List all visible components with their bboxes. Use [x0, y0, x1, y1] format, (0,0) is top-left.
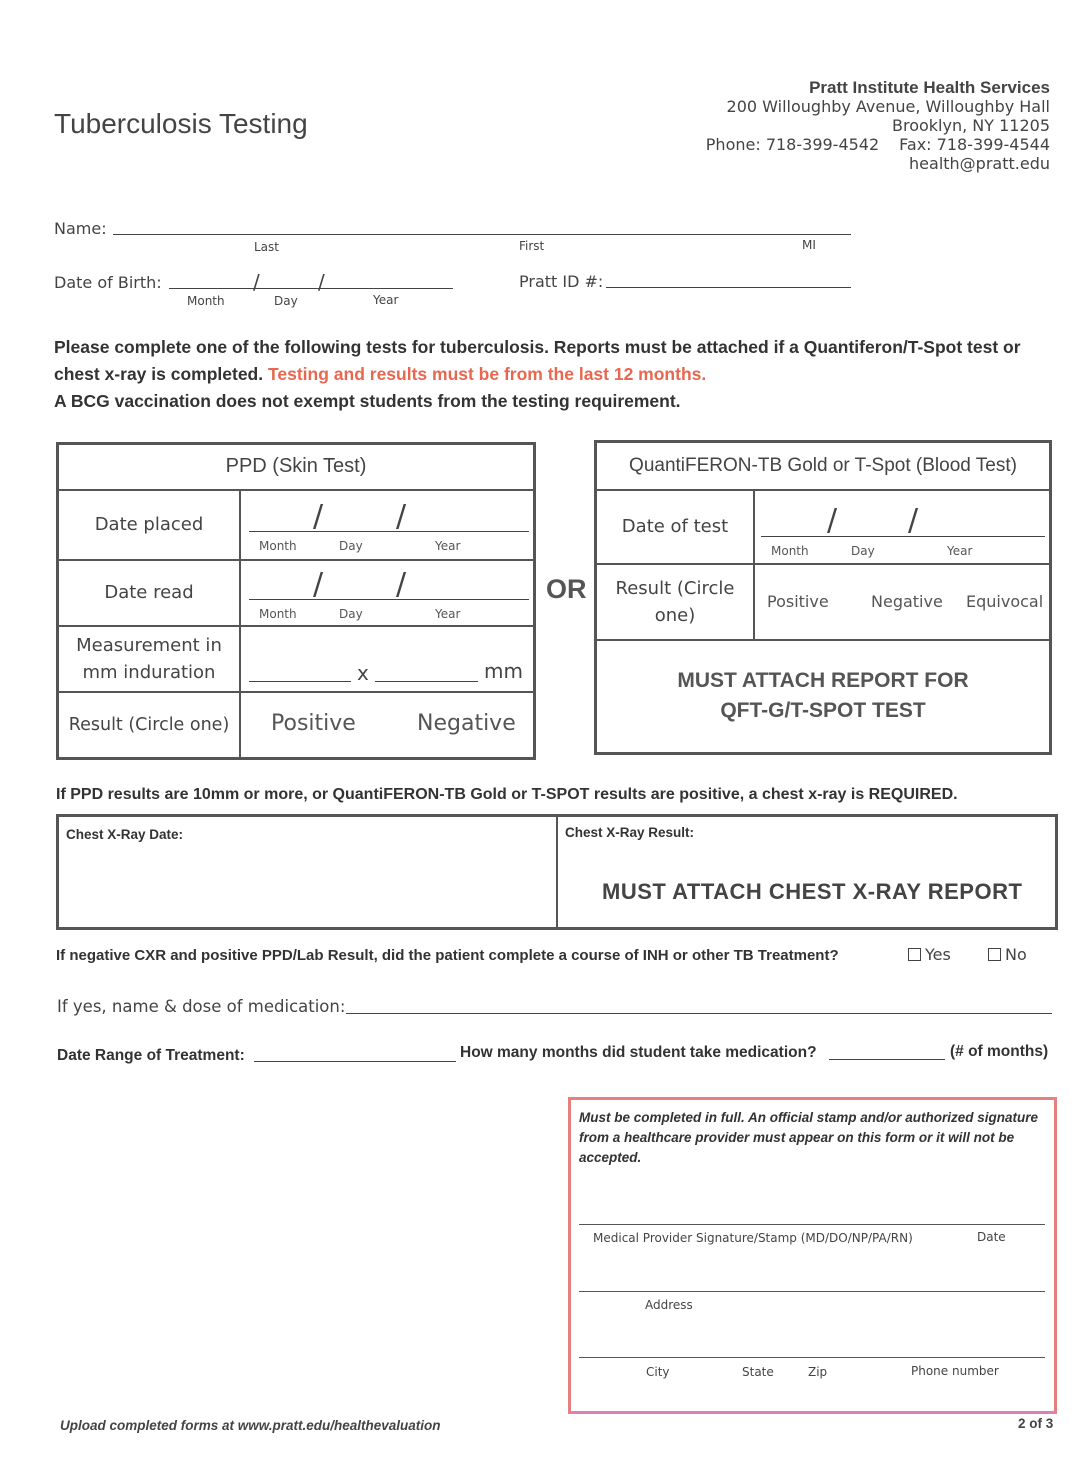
treatment-no-checkbox[interactable] [988, 945, 1027, 964]
ppd-measurement-label: Measurement in mm induration [58, 626, 241, 692]
org-contact-block [706, 78, 1050, 173]
dob-label: Date of Birth: [54, 273, 162, 292]
qft-negative-option[interactable]: Negative [871, 591, 943, 611]
treatment-yes-checkbox[interactable] [908, 945, 951, 964]
ppd-positive-option[interactable]: Positive [271, 710, 356, 736]
name-last-caption: Last [254, 240, 279, 254]
pratt-id-field[interactable] [606, 287, 851, 288]
ppd-date-placed-field[interactable] [240, 490, 535, 560]
qft-title: QuantiFERON-TB Gold or T-Spot (Blood Test) [596, 442, 1051, 490]
instructions-red: Testing and results must be from the last 12 months. [268, 364, 707, 384]
qft-year: Year [947, 543, 973, 558]
qft-date-label: Date of test [596, 490, 755, 564]
ppd-date-read-field[interactable] [240, 560, 535, 626]
dob-year-caption: Year [373, 293, 399, 307]
ppd-negative-option[interactable]: Negative [417, 710, 516, 736]
ppd-placed-year: Year [435, 538, 461, 553]
qft-must-attach-line2: QFT-G/T-SPOT TEST [720, 699, 926, 723]
org-name: Pratt Institute Health Services [809, 78, 1050, 97]
treatment-yes-label: Yes [925, 945, 951, 964]
ppd-date-placed-label: Date placed [58, 490, 241, 560]
months-unit: (# of months) [950, 1043, 1049, 1060]
form-title: Tuberculosis Testing [54, 108, 308, 139]
ppd-measurement-field[interactable] [240, 626, 535, 692]
qft-must-attach [596, 640, 1051, 754]
signature-label: Medical Provider Signature/Stamp (MD/DO/NP/PA/RN) [593, 1231, 913, 1245]
org-address-line1: 200 Willoughby Avenue, Willoughby Hall [726, 97, 1050, 116]
address-line[interactable] [579, 1291, 1045, 1292]
ppd-placed-day: Day [339, 538, 363, 553]
ppd-read-slash-1: / [313, 566, 324, 602]
medication-field[interactable] [346, 1013, 1052, 1014]
qft-slash-2: / [908, 502, 919, 538]
qft-positive-option[interactable]: Positive [767, 591, 829, 611]
ppd-placed-month: Month [259, 538, 297, 553]
ppd-read-slash-2: / [396, 566, 407, 602]
months-field[interactable] [829, 1059, 945, 1060]
qft-day: Day [851, 543, 875, 558]
cxr-date-label: Chest X-Ray Date: [66, 827, 184, 842]
dob-month-caption: Month [187, 294, 225, 308]
ppd-table [56, 442, 536, 760]
name-first-caption: First [519, 239, 545, 253]
checkbox-yes-icon [908, 948, 921, 961]
name-label: Name: [54, 219, 107, 238]
ppd-read-year: Year [435, 606, 461, 621]
instructions-part1: Please complete one of the following tests for tuberculosis. Reports must be attached if a Quantiferon/T-Spot test or chest x-ray is completed. [54, 337, 1021, 384]
cxr-date-cell[interactable] [59, 817, 558, 927]
signature-date-label: Date [977, 1230, 1006, 1244]
ppd-placed-slash-2: / [396, 498, 407, 534]
medication-label: If yes, name & dose of medication: [57, 997, 346, 1016]
or-separator: OR [546, 574, 587, 604]
state-label: State [742, 1365, 774, 1379]
page-number: 2 of 3 [1018, 1416, 1054, 1431]
treatment-question: If negative CXR and positive PPD/Lab Result, did the patient complete a course of INH or other TB Treatment? [56, 947, 839, 964]
instructions-part2: A BCG vaccination does not exempt students from the testing requirement. [54, 391, 681, 411]
dob-slash-2: / [318, 270, 325, 294]
name-mi-caption: MI [802, 238, 816, 252]
dob-day-caption: Day [274, 294, 298, 308]
provider-box [568, 1097, 1057, 1414]
treatment-no-label: No [1005, 945, 1027, 964]
org-fax: Fax: 718-399-4544 [899, 135, 1050, 154]
provider-note: Must be completed in full. An official stamp and/or authorized signature from a healthcare provider must appear on this form or it will not be accepted. [579, 1110, 1039, 1165]
qft-must-attach-line1: MUST ATTACH REPORT FOR [677, 669, 969, 693]
phone-number-label: Phone number [911, 1364, 999, 1378]
org-address-line2: Brooklyn, NY 11205 [892, 116, 1050, 135]
city-label: City [646, 1365, 670, 1379]
upload-instructions: Upload completed forms at www.pratt.edu/healthevaluation [60, 1418, 441, 1433]
ppd-placed-slash-1: / [313, 498, 324, 534]
cxr-result-label: Chest X-Ray Result: [565, 825, 695, 840]
cxr-requirement-note: If PPD results are 10mm or more, or QuantiFERON-TB Gold or T-SPOT results are positive, a chest x-ray is REQUIRED. [56, 786, 958, 803]
ppd-mm-unit: mm [484, 658, 523, 683]
qft-equivocal-option[interactable]: Equivocal [966, 591, 1044, 611]
qft-slash-1: / [827, 502, 838, 538]
checkbox-no-icon [988, 948, 1001, 961]
qft-result-label: Result (Circle one) [596, 564, 755, 640]
ppd-read-day: Day [339, 606, 363, 621]
pratt-id-label: Pratt ID #: [519, 272, 604, 291]
dob-field[interactable] [169, 288, 453, 289]
city-state-zip-line[interactable] [579, 1357, 1045, 1358]
ppd-read-month: Month [259, 606, 297, 621]
qft-table [594, 440, 1052, 755]
cxr-box [56, 814, 1058, 930]
zip-label: Zip [808, 1365, 828, 1379]
address-label: Address [645, 1298, 693, 1312]
months-question: How many months did student take medication? [460, 1044, 817, 1061]
dob-slash-1: / [253, 270, 260, 294]
name-field[interactable] [113, 234, 851, 235]
ppd-result-label: Result (Circle one) [58, 692, 241, 759]
qft-date-field[interactable] [754, 490, 1051, 564]
cxr-must-attach: MUST ATTACH CHEST X-RAY REPORT [602, 879, 1023, 904]
org-email: health@pratt.edu [909, 154, 1050, 173]
signature-line[interactable] [579, 1224, 1045, 1225]
ppd-times: x [357, 660, 369, 685]
org-phone: Phone: 718-399-4542 [705, 135, 880, 154]
ppd-title: PPD (Skin Test) [58, 444, 535, 490]
date-range-field[interactable] [254, 1061, 456, 1062]
qft-month: Month [771, 543, 809, 558]
date-range-label: Date Range of Treatment: [57, 1047, 245, 1064]
ppd-date-read-label: Date read [58, 560, 241, 626]
instructions [54, 334, 1044, 415]
